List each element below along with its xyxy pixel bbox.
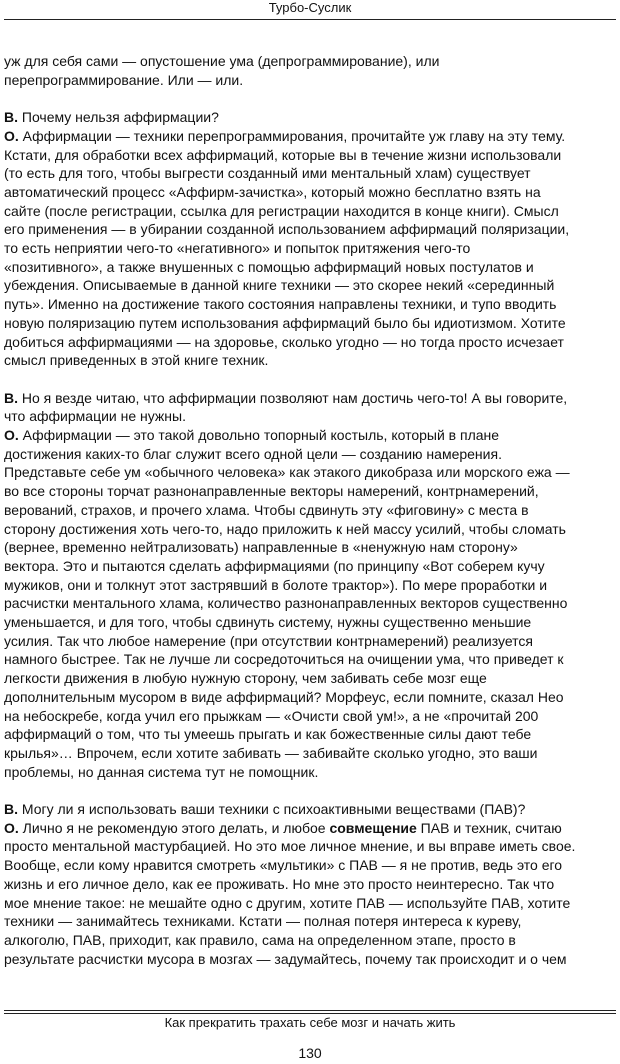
text-line — [4, 538, 616, 557]
bold-text: О. — [4, 427, 19, 444]
text-segment: «позитивного», а также внушенных с помощью аффирмаций новых постулатов и — [4, 258, 534, 275]
text-segment: Аффирмации — это такой довольно топорный костыль, который в плане — [18, 427, 500, 444]
text-segment: (вернее, временно нейтрализовать) направленные в «ненужную нам сторону» — [4, 539, 518, 556]
text-segment: аффирмаций о том, что ты умеешь прыгать и как божественные силы дают тебе — [4, 726, 532, 743]
text-segment: вектора. Это и пытаются сделать аффирмациями (по принципу «Вот соберем кучу — [4, 557, 545, 574]
text-segment: Почему нельзя аффирмации? — [18, 109, 219, 126]
text-segment: автоматический процесс «Аффирм-зачистка», который можно бесплатно взять на — [4, 183, 541, 200]
page-body — [4, 52, 616, 968]
text-line — [4, 688, 616, 707]
text-segment: достижения каких-то благ служит всего одной цели — созданию намерения. — [4, 445, 502, 462]
text-segment: жизнь и его личное дело, как ее проживать. Но мне это просто неинтересно. Так что — [4, 875, 555, 892]
text-line — [4, 482, 616, 501]
text-line — [4, 594, 616, 613]
text-line — [4, 333, 616, 352]
text-line — [4, 669, 616, 688]
text-segment: усилия. Так что любое намерение (при отсутствии контрнамерений) реализуется — [4, 632, 533, 649]
text-line — [4, 351, 616, 370]
text-line — [4, 71, 616, 90]
text-segment: что аффирмации не нужны. — [4, 408, 186, 425]
text-line — [4, 202, 616, 221]
text-line — [4, 183, 616, 202]
header-divider — [4, 19, 616, 20]
bold-text: В. — [4, 389, 18, 406]
text-line — [4, 819, 616, 838]
text-line — [4, 220, 616, 239]
text-segment: добиться аффирмациями — на здоровье, сколько угодно — но тогда просто исчезает — [4, 333, 564, 350]
paragraph — [4, 52, 616, 89]
text-line — [4, 295, 616, 314]
text-line — [4, 744, 616, 763]
text-line — [4, 239, 616, 258]
text-line — [4, 445, 616, 464]
text-segment: Аффирмации — техники перепрограммирования, прочитайте уж главу на эту тему. — [18, 127, 566, 144]
text-segment: перепрограммирование. Или — или. — [4, 71, 244, 88]
text-segment: расчистки ментального хлама, количество разнонаправленных векторов существенно — [4, 595, 568, 612]
text-line — [4, 108, 616, 127]
text-line — [4, 707, 616, 726]
text-segment: техники — занимайтесь техниками. Кстати — полная потеря интереса к куреву, — [4, 913, 522, 930]
text-segment: дополнительным мусором в виде аффирмаций? Морфеус, если помните, сказал Нео — [4, 688, 564, 705]
bold-text: В. — [4, 109, 18, 126]
bold-text: совмещение — [329, 819, 417, 836]
text-line — [4, 763, 616, 782]
text-line — [4, 520, 616, 539]
text-line — [4, 164, 616, 183]
bold-text: О. — [4, 819, 19, 836]
text-segment: то есть неприятии чего-то «негативного» и попыток притяжения чего-то — [4, 240, 471, 257]
text-segment: Кстати, для обработки всех аффирмаций, которые вы в течение жизни использовали — [4, 146, 562, 163]
running-header: Турбо-Суслик — [268, 0, 352, 15]
text-segment: Могу ли я использовать ваши техники с психоактивными веществами (ПАВ)? — [18, 801, 526, 818]
text-segment: уменьшается, и для того, чтобы сдвинуть систему, нужны существенно меньшие — [4, 614, 532, 631]
text-segment: Лично я не рекомендую этого делать, и любое — [18, 819, 330, 836]
text-segment: проблемы, но данная система тут не помощник. — [4, 763, 319, 780]
text-segment: алкоголю, ПАВ, приходит, как правило, сама на определенном этапе, просто в — [4, 932, 516, 948]
text-segment: убеждения. Описываемые в данной книге техники — это скорее некий «серединный — [4, 277, 555, 294]
text-line — [4, 800, 616, 819]
text-line — [4, 650, 616, 669]
text-line — [4, 276, 616, 295]
text-segment: его применения — в убирании созданной использованием аффирмаций поляризации, — [4, 221, 570, 238]
text-segment: сайте (после регистрации, ссылка для регистрации находится в конце книги). Смысл — [4, 202, 559, 219]
text-segment: Но я везде читаю, что аффирмации позволяют нам достичь чего-то! А вы говорите, — [18, 389, 568, 406]
text-segment: путь». Именно на достижение такого состояния направлены техники, и тупо вводить — [4, 296, 557, 313]
text-segment: во все стороны торчат разнонаправленные векторы намерений, контрнамерений, — [4, 483, 539, 500]
text-line — [4, 389, 616, 408]
text-line — [4, 856, 616, 875]
text-segment: сторону достижения хоть чего-то, надо приложить к ней массу усилий, чтобы сломать — [4, 520, 566, 537]
text-segment: Вообще, если кому нравится смотреть «мультики» с ПАВ — я не против, ведь это его — [4, 857, 563, 874]
text-line — [4, 725, 616, 744]
text-line — [4, 875, 616, 894]
text-line — [4, 576, 616, 595]
text-line — [4, 912, 616, 931]
paragraph — [4, 800, 616, 968]
text-line — [4, 314, 616, 333]
text-line — [4, 931, 616, 950]
text-segment: Представьте себе ум «обычного человека» как этакого дикобраза или морского ежа — — [4, 464, 570, 481]
text-segment: просто ментальной мастурбацией. Но это мое личное мнение, и вы вправе иметь свое. — [4, 838, 576, 855]
text-segment: намного быстрее. Так не лучше ли сосредоточиться на очищении ума, что приведет к — [4, 651, 564, 668]
footer-divider-second — [4, 1013, 616, 1014]
text-line — [4, 632, 616, 651]
text-segment: уж для себя сами — опустошение ума (депрограммирование), или — [4, 53, 440, 69]
running-footer: Как прекратить трахать себе мозг и начать жить — [164, 1015, 456, 1030]
paragraph — [4, 108, 616, 370]
text-line — [4, 426, 616, 445]
text-line — [4, 613, 616, 632]
text-segment: новую поляризацию путем использования аффирмаций было бы идиотизмом. Хотите — [4, 314, 566, 331]
bold-text: В. — [4, 801, 18, 818]
text-line — [4, 501, 616, 520]
text-line — [4, 127, 616, 146]
footer-divider — [4, 1010, 616, 1011]
text-line — [4, 407, 616, 426]
text-segment: смысл приведенных в этой книге техник. — [4, 352, 269, 369]
bold-text: О. — [4, 127, 19, 144]
text-segment: мое мнение такое: не мешайте одно с другим, хотите ПАВ — используйте ПАВ, хотите — [4, 894, 571, 911]
text-line — [4, 894, 616, 913]
text-segment: на небоскребе, когда учил его прыжкам — «Очисти свой ум!», а не «прочитай 200 — [4, 707, 539, 724]
text-segment: мужиков, они и толкнут этот застрявший в болоте трактор»). По мере проработки и — [4, 576, 548, 593]
text-segment: (то есть для того, чтобы выгрести созданный ими ментальный хлам) существует — [4, 165, 531, 182]
text-line — [4, 52, 616, 71]
text-segment: ПАВ и техник, считаю — [416, 819, 562, 836]
paragraph — [4, 389, 616, 782]
text-line — [4, 950, 616, 969]
text-line — [4, 146, 616, 165]
text-segment: легкости движения в любую нужную сторону, чем забивать себе мозг еще — [4, 670, 487, 687]
text-line — [4, 557, 616, 576]
text-line — [4, 258, 616, 277]
page-number: 130 — [298, 1045, 322, 1061]
text-segment: верований, страхов, и прочего хлама. Чтобы сдвинуть эту «фиговину» с места в — [4, 501, 529, 518]
text-line — [4, 463, 616, 482]
text-segment: крылья»… Впрочем, если хотите забивать — забивайте сколько угодно, это ваши — [4, 744, 538, 761]
text-segment: результате расчистки мусора в мозгах — задумайтесь, почему так происходит и о чем — [4, 950, 567, 967]
text-line — [4, 837, 616, 856]
